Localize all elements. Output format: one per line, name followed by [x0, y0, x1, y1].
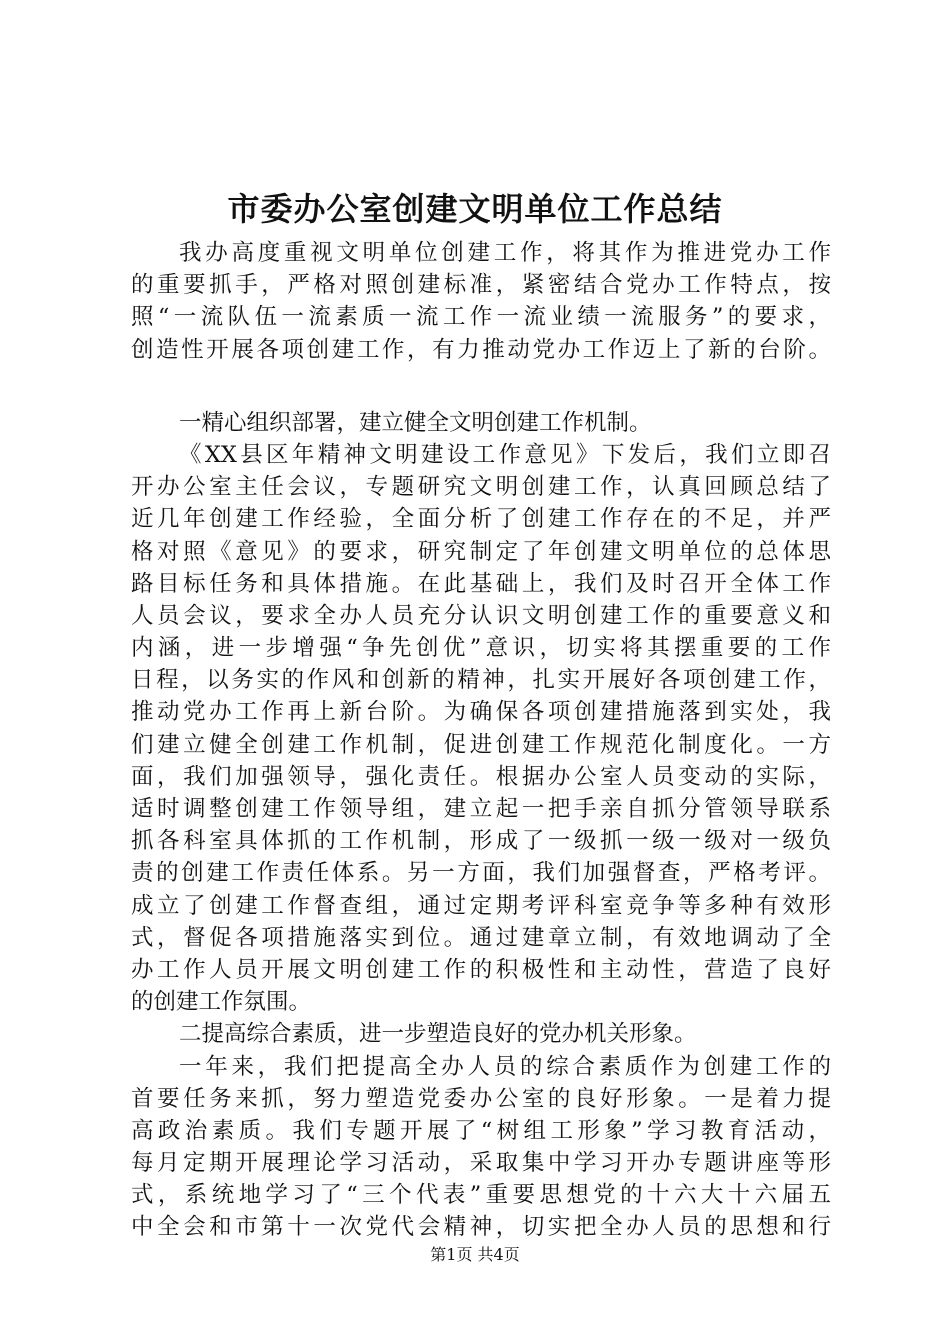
paragraph-line: 的重要抓手，严格对照创建标准，紧密结合党办工作特点，按	[131, 272, 831, 299]
section-heading-2: 二提高综合素质，进一步塑造良好的党办机关形象。	[179, 1021, 697, 1048]
paragraph-line: 成立了创建工作督查组，通过定期考评科室竞争等多种有效形	[131, 892, 831, 919]
paragraph-gap	[131, 366, 831, 407]
paragraph-line: 的创建工作氛围。	[131, 989, 312, 1016]
paragraph-line: 面，我们加强领导，强化责任。根据办公室人员变动的实际，	[131, 763, 831, 790]
paragraph-line: 办工作人员开展文明创建工作的积极性和主动性，营造了良好	[131, 956, 831, 983]
paragraph-line: 一年来，我们把提高全办人员的综合素质作为创建工作的	[179, 1053, 831, 1080]
paragraph-line: 中全会和市第十一次党代会精神，切实把全办人员的思想和行	[131, 1214, 831, 1241]
paragraph-line: 适时调整创建工作领导组，建立起一把手亲自抓分管领导联系	[131, 796, 831, 822]
section-1-paragraph	[131, 439, 831, 1018]
paragraph-line: 照“一流队伍一流素质一流工作一流业绩一流服务”的要求，	[131, 304, 831, 331]
paragraph-line: 日程，以务实的作风和创新的精神，扎实开展好各项创建工作，	[131, 667, 831, 694]
paragraph-line: 我办高度重视文明单位创建工作，将其作为推进党办工作	[179, 240, 831, 266]
paragraph-line: 创造性开展各项创建工作，有力推动党办工作迈上了新的台阶。	[131, 336, 831, 363]
document-body	[131, 237, 831, 1244]
paragraph-line: 抓各科室具体抓的工作机制，形成了一级抓一级一级对一级负	[131, 828, 831, 855]
section-2-paragraph	[131, 1051, 831, 1244]
paragraph-line: 路目标任务和具体措施。在此基础上，我们及时召开全体工作	[131, 570, 831, 597]
paragraph-line: 《XX县区年精神文明建设工作意见》下发后，我们立即召	[179, 441, 831, 468]
paragraph-line: 式，督促各项措施落实到位。通过建章立制，有效地调动了全	[131, 924, 831, 951]
paragraph-line: 开办公室主任会议，专题研究文明创建工作，认真回顾总结了	[131, 474, 831, 501]
page-number-footer: 第1页 共4页	[430, 1245, 520, 1264]
paragraph-line: 首要任务来抓，努力塑造党委办公室的良好形象。一是着力提	[131, 1085, 831, 1112]
paragraph-line: 每月定期开展理论学习活动，采取集中学习开办专题讲座等形	[131, 1150, 831, 1177]
paragraph-line: 们建立健全创建工作机制，促进创建工作规范化制度化。一方	[131, 731, 831, 758]
paragraph-line: 格对照《意见》的要求，研究制定了年创建文明单位的总体思	[131, 538, 831, 565]
intro-paragraph	[131, 237, 831, 366]
paragraph-line: 推动党办工作再上新台阶。为确保各项创建措施落到实处，我	[131, 699, 831, 726]
document-title: 市委办公室创建文明单位工作总结	[227, 190, 723, 228]
paragraph-line: 高政治素质。我们专题开展了“树组工形象”学习教育活动，	[131, 1117, 831, 1144]
paragraph-line: 近几年创建工作经验，全面分析了创建工作存在的不足，并严	[131, 506, 831, 533]
paragraph-line: 人员会议，要求全办人员充分认识文明创建工作的重要意义和	[131, 602, 831, 629]
section-heading-1: 一精心组织部署，建立健全文明创建工作机制。	[179, 409, 652, 436]
paragraph-line: 内涵，进一步增强“争先创优”意识，切实将其摆重要的工作	[131, 635, 831, 662]
paragraph-line: 责的创建工作责任体系。另一方面，我们加强督查，严格考评。	[131, 860, 831, 887]
paragraph-line: 式，系统地学习了“三个代表”重要思想党的十六大十六届五	[131, 1182, 831, 1209]
